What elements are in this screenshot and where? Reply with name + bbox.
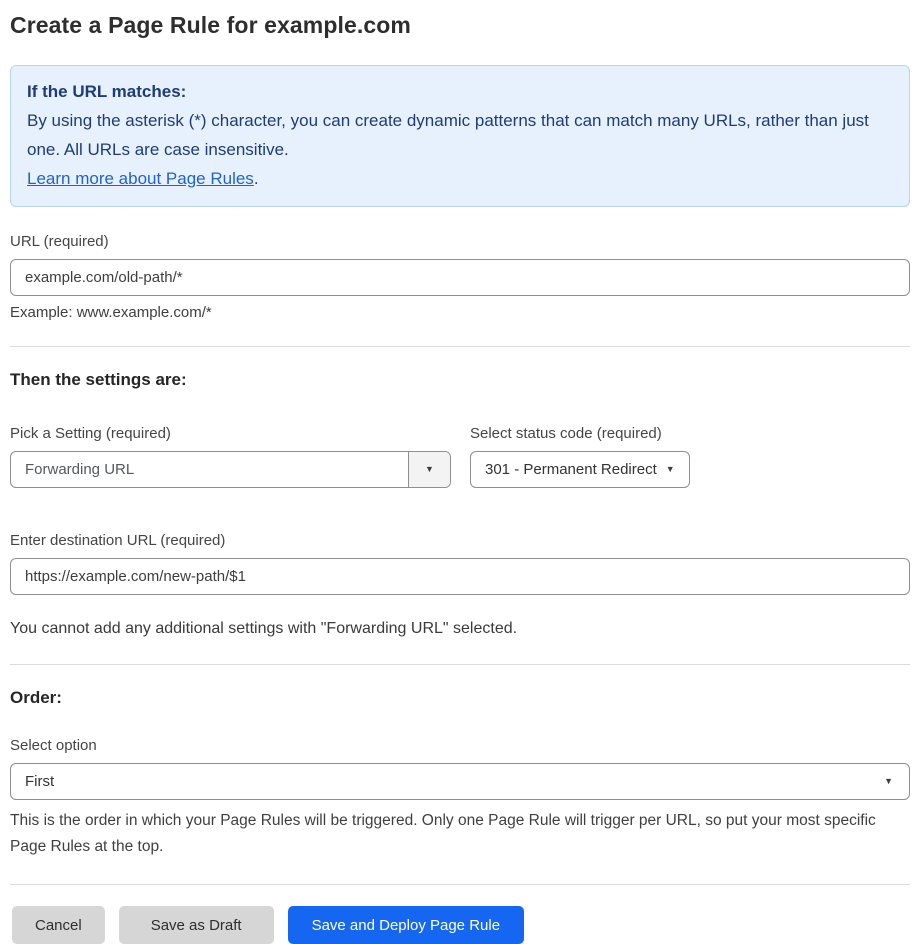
pick-setting-column xyxy=(10,425,451,488)
divider xyxy=(10,346,910,347)
chevron-down-icon: ▼ xyxy=(884,776,893,786)
status-code-value: 301 - Permanent Redirect xyxy=(485,461,657,478)
link-period: . xyxy=(253,169,259,188)
forwarding-url-note: You cannot add any additional settings with "Forwarding URL" selected. xyxy=(10,620,518,637)
pick-setting-value: Forwarding URL xyxy=(25,461,135,478)
pick-setting-label: Pick a Setting (required) xyxy=(10,425,171,442)
save-and-deploy-button[interactable]: Save and Deploy Page Rule xyxy=(288,906,524,944)
info-box-heading: If the URL matches: xyxy=(27,82,187,101)
status-code-select[interactable] xyxy=(470,451,690,488)
divider xyxy=(10,884,910,885)
url-field xyxy=(10,233,910,321)
pick-setting-select[interactable] xyxy=(10,451,451,488)
save-as-draft-button[interactable]: Save as Draft xyxy=(119,906,274,944)
order-field xyxy=(10,737,910,860)
settings-section-heading: Then the settings are: xyxy=(10,370,187,389)
url-match-info-box xyxy=(10,65,910,207)
destination-input[interactable] xyxy=(10,558,910,595)
order-select-label: Select option xyxy=(10,737,97,754)
divider xyxy=(10,664,910,665)
order-select[interactable] xyxy=(10,763,910,800)
order-helper-text: This is the order in which your Page Rules will be triggered. Only one Page Rule will trigger per URL, so put your most specific Page Rules at the top. xyxy=(10,812,876,855)
form-actions xyxy=(10,906,910,944)
cancel-button[interactable]: Cancel xyxy=(12,906,105,944)
order-section-heading: Order: xyxy=(10,688,62,707)
learn-more-link[interactable]: Learn more about Page Rules xyxy=(27,169,254,188)
order-select-value: First xyxy=(25,773,55,790)
url-input[interactable] xyxy=(10,259,910,296)
status-code-column xyxy=(470,425,690,488)
info-box-body: By using the asterisk (*) character, you can create dynamic patterns that can match many URLs, rather than just one. All URLs are case insensitive. xyxy=(27,111,869,159)
url-label: URL (required) xyxy=(10,233,109,250)
destination-label: Enter destination URL (required) xyxy=(10,532,226,549)
pick-setting-arrow-segment[interactable] xyxy=(408,452,450,487)
settings-selects-row xyxy=(10,425,910,488)
info-box-link-row xyxy=(27,164,893,193)
page-title: Create a Page Rule for example.com xyxy=(10,12,411,38)
url-helper-text: Example: www.example.com/* xyxy=(10,304,212,321)
status-code-label: Select status code (required) xyxy=(470,425,662,442)
destination-field xyxy=(10,532,910,595)
chevron-down-icon: ▼ xyxy=(665,464,675,474)
chevron-down-icon: ▼ xyxy=(425,464,434,474)
